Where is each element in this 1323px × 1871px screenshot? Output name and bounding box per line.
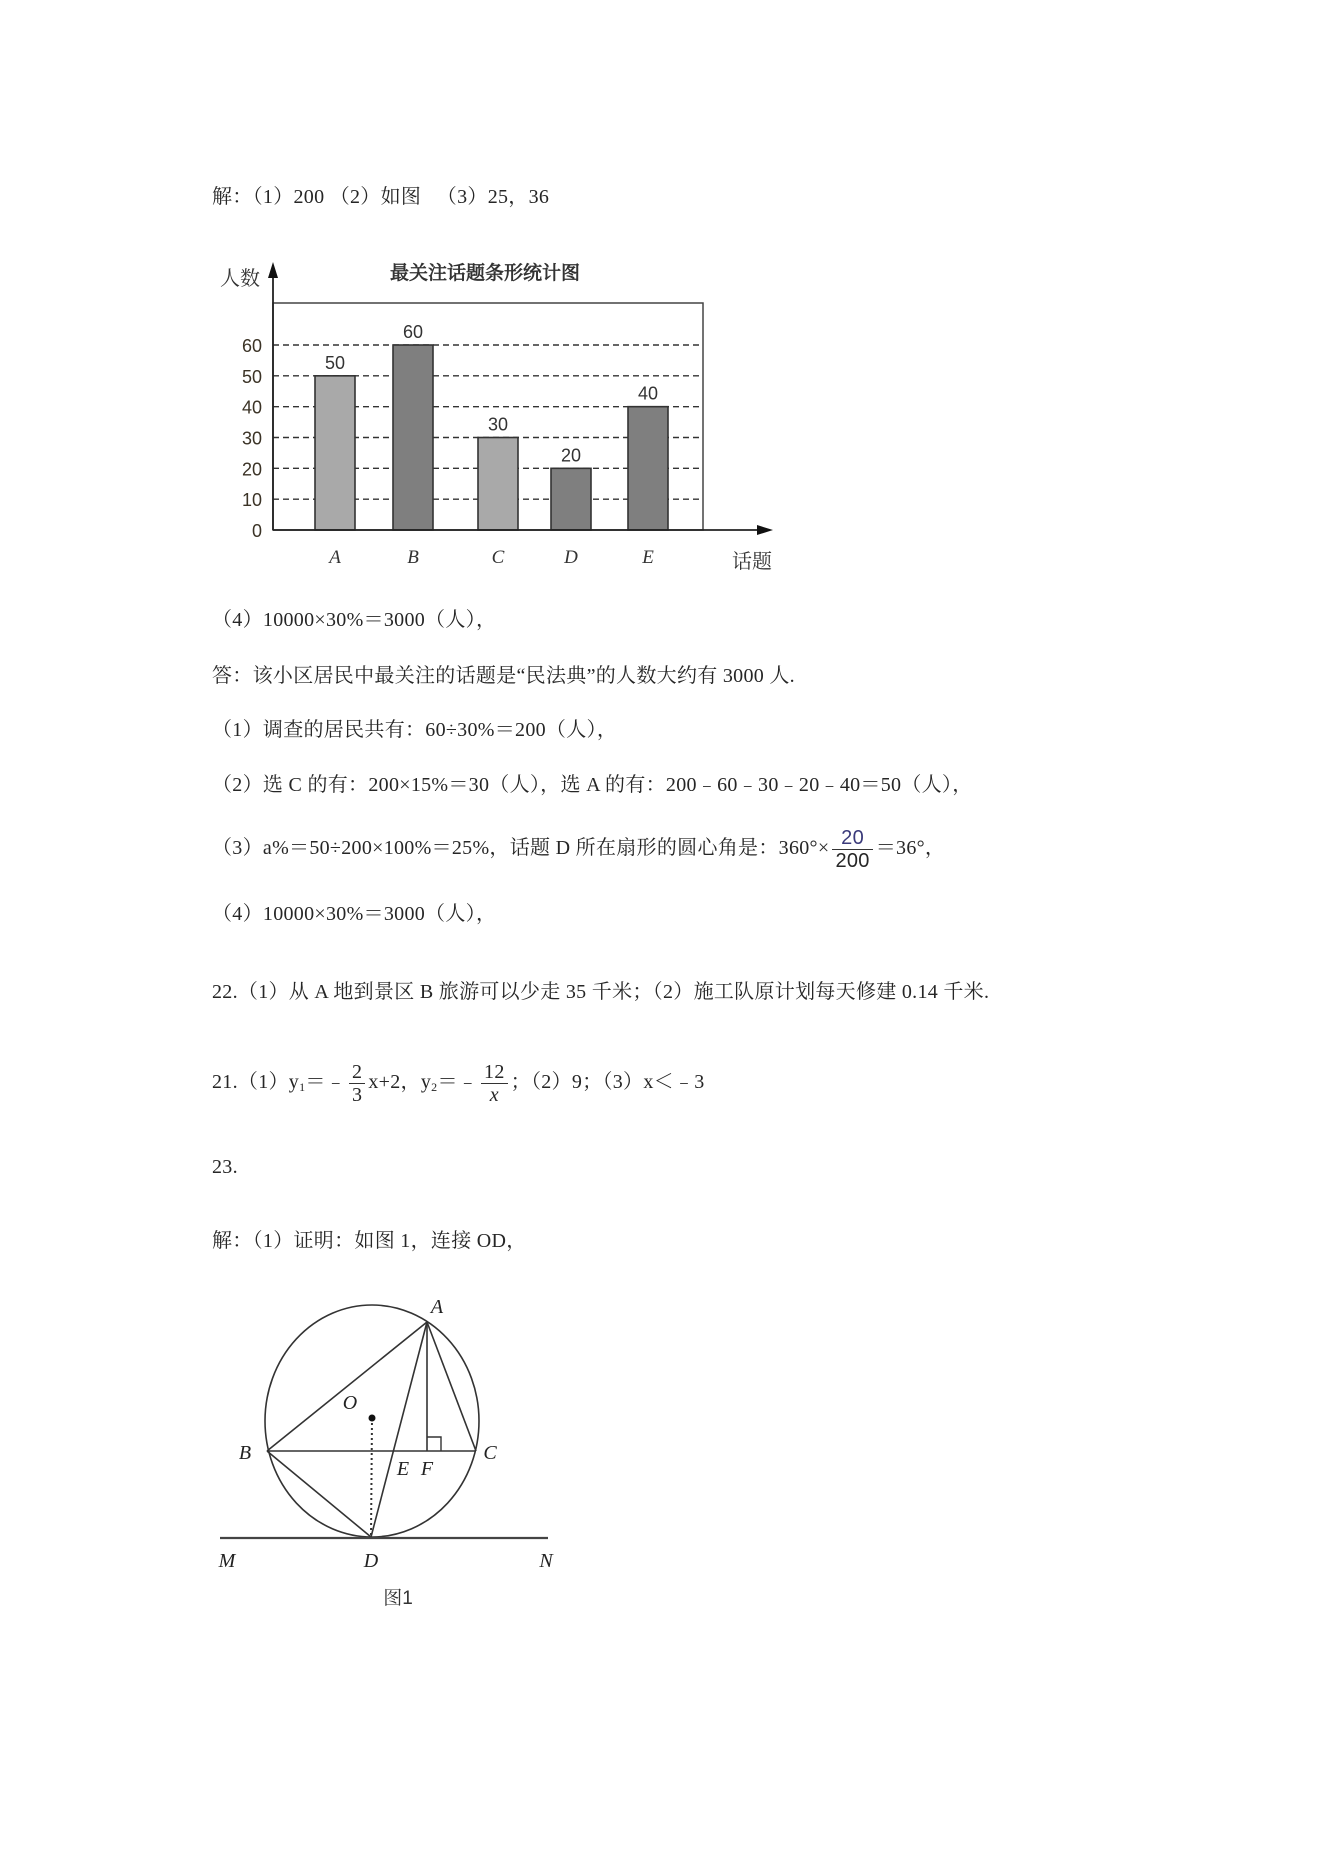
bar-value-label: 50: [324, 352, 346, 373]
x-categories: [327, 547, 654, 568]
x-category-label: A: [329, 547, 341, 568]
label-e: E: [396, 1458, 410, 1480]
y-tick-label: 50: [241, 366, 262, 387]
y-axis-label: 人数: [220, 268, 260, 290]
label-c: C: [483, 1442, 497, 1464]
q21-subscript-2: 2: [431, 1080, 438, 1094]
x-category-label: D: [564, 547, 578, 568]
bar-c: [478, 438, 518, 531]
fraction-numerator: 2: [349, 1061, 365, 1084]
question-23-number: 23.: [212, 1156, 238, 1178]
bar-e: [628, 407, 668, 530]
y-tick-label: 20: [241, 459, 262, 480]
label-f: F: [420, 1458, 434, 1480]
step-3-suffix: ＝36°，: [875, 837, 946, 859]
label-d: D: [363, 1550, 379, 1572]
center-point-o: [369, 1415, 376, 1422]
step-4: （4）10000×30%＝3000（人），: [212, 903, 497, 925]
x-category-label: B: [407, 547, 419, 568]
fraction-2-over-3: [349, 1061, 365, 1106]
fraction-denominator: 3: [352, 1083, 363, 1106]
fraction-denominator: 200: [835, 849, 870, 872]
fraction-denominator: x: [489, 1083, 499, 1106]
fraction-numerator: 12: [481, 1061, 508, 1084]
solution-part4: （4）10000×30%＝3000（人），: [212, 609, 497, 631]
segment-ad: [371, 1322, 427, 1537]
step-3-prefix: （3）a%＝50÷200×100%＝25%，话题 D 所在扇形的圆心角是：360°×: [212, 837, 830, 859]
x-axis-label: 话题: [732, 551, 772, 570]
q21-eq2: ＝﹣: [437, 1071, 479, 1093]
label-m: M: [218, 1550, 236, 1572]
q21-suffix: ；（2）9；（3）x＜﹣3: [510, 1071, 705, 1093]
segment-od-dotted: [371, 1418, 372, 1537]
y-ticks: [242, 336, 262, 541]
fraction-numerator: 20: [832, 827, 872, 850]
question-21-answer: [212, 1050, 705, 1119]
step-2: （2）选 C 的有：200×15%＝30（人），选 A 的有：200﹣60﹣30﹣20﹣40＝50（人），: [212, 774, 973, 796]
answer-conclusion: 答：该小区居民中最关注的话题是“民法典”的人数大约有 3000 人.: [212, 665, 795, 687]
y-tick-label: 40: [241, 397, 262, 418]
figure-caption: 图1: [383, 1588, 413, 1609]
y-tick-label: 30: [241, 428, 262, 449]
bar-a: [315, 376, 355, 530]
x-category-label: E: [642, 547, 654, 568]
bar-chart: [0, 250, 1323, 570]
solution-line-1: 解：（1）200 （2）如图 （3）25，36: [212, 186, 550, 208]
fraction-20-over-200: [832, 827, 872, 872]
bar-value-label: 30: [487, 414, 509, 435]
q21-prefix: 21.（1）y: [212, 1071, 300, 1093]
bar-value-label: 40: [637, 383, 659, 404]
bar-value-label: 60: [402, 322, 424, 342]
q21-mid: x+2，y: [368, 1071, 432, 1093]
y-tick-label: 0: [251, 521, 262, 541]
right-angle-mark: [427, 1437, 441, 1451]
q21-eq1: ＝﹣: [305, 1071, 347, 1093]
label-a: A: [430, 1296, 444, 1318]
y-axis-arrow-icon: [268, 262, 278, 278]
step-1: （1）调查的居民共有：60÷30%＝200（人），: [212, 719, 618, 741]
x-category-label: C: [491, 547, 505, 568]
geometry-figure: [0, 1280, 1323, 1640]
question-22-answer: 22.（1）从 A 地到景区 B 旅游可以少走 35 千米；（2）施工队原计划每天修建 0.14 千米.: [212, 981, 990, 1003]
bar-value-label: 20: [560, 445, 582, 466]
question-23-solution: 解：（1）证明：如图 1，连接 OD，: [212, 1230, 527, 1252]
label-n: N: [539, 1550, 553, 1572]
label-o: O: [342, 1392, 358, 1414]
step-3: [212, 820, 945, 876]
bar-b: [393, 345, 433, 530]
segment-ac: [427, 1322, 476, 1451]
segment-ab: [267, 1322, 427, 1451]
bar-d: [551, 468, 591, 530]
label-b: B: [238, 1442, 252, 1464]
q21-subscript-1: 1: [299, 1080, 306, 1094]
fraction-12-over-x: [481, 1061, 508, 1106]
y-tick-label: 10: [241, 490, 262, 511]
y-tick-label: 60: [241, 336, 262, 356]
segment-bd: [267, 1451, 371, 1537]
x-axis-arrow-icon: [757, 525, 773, 535]
chart-title: 最关注话题条形统计图: [389, 263, 581, 284]
